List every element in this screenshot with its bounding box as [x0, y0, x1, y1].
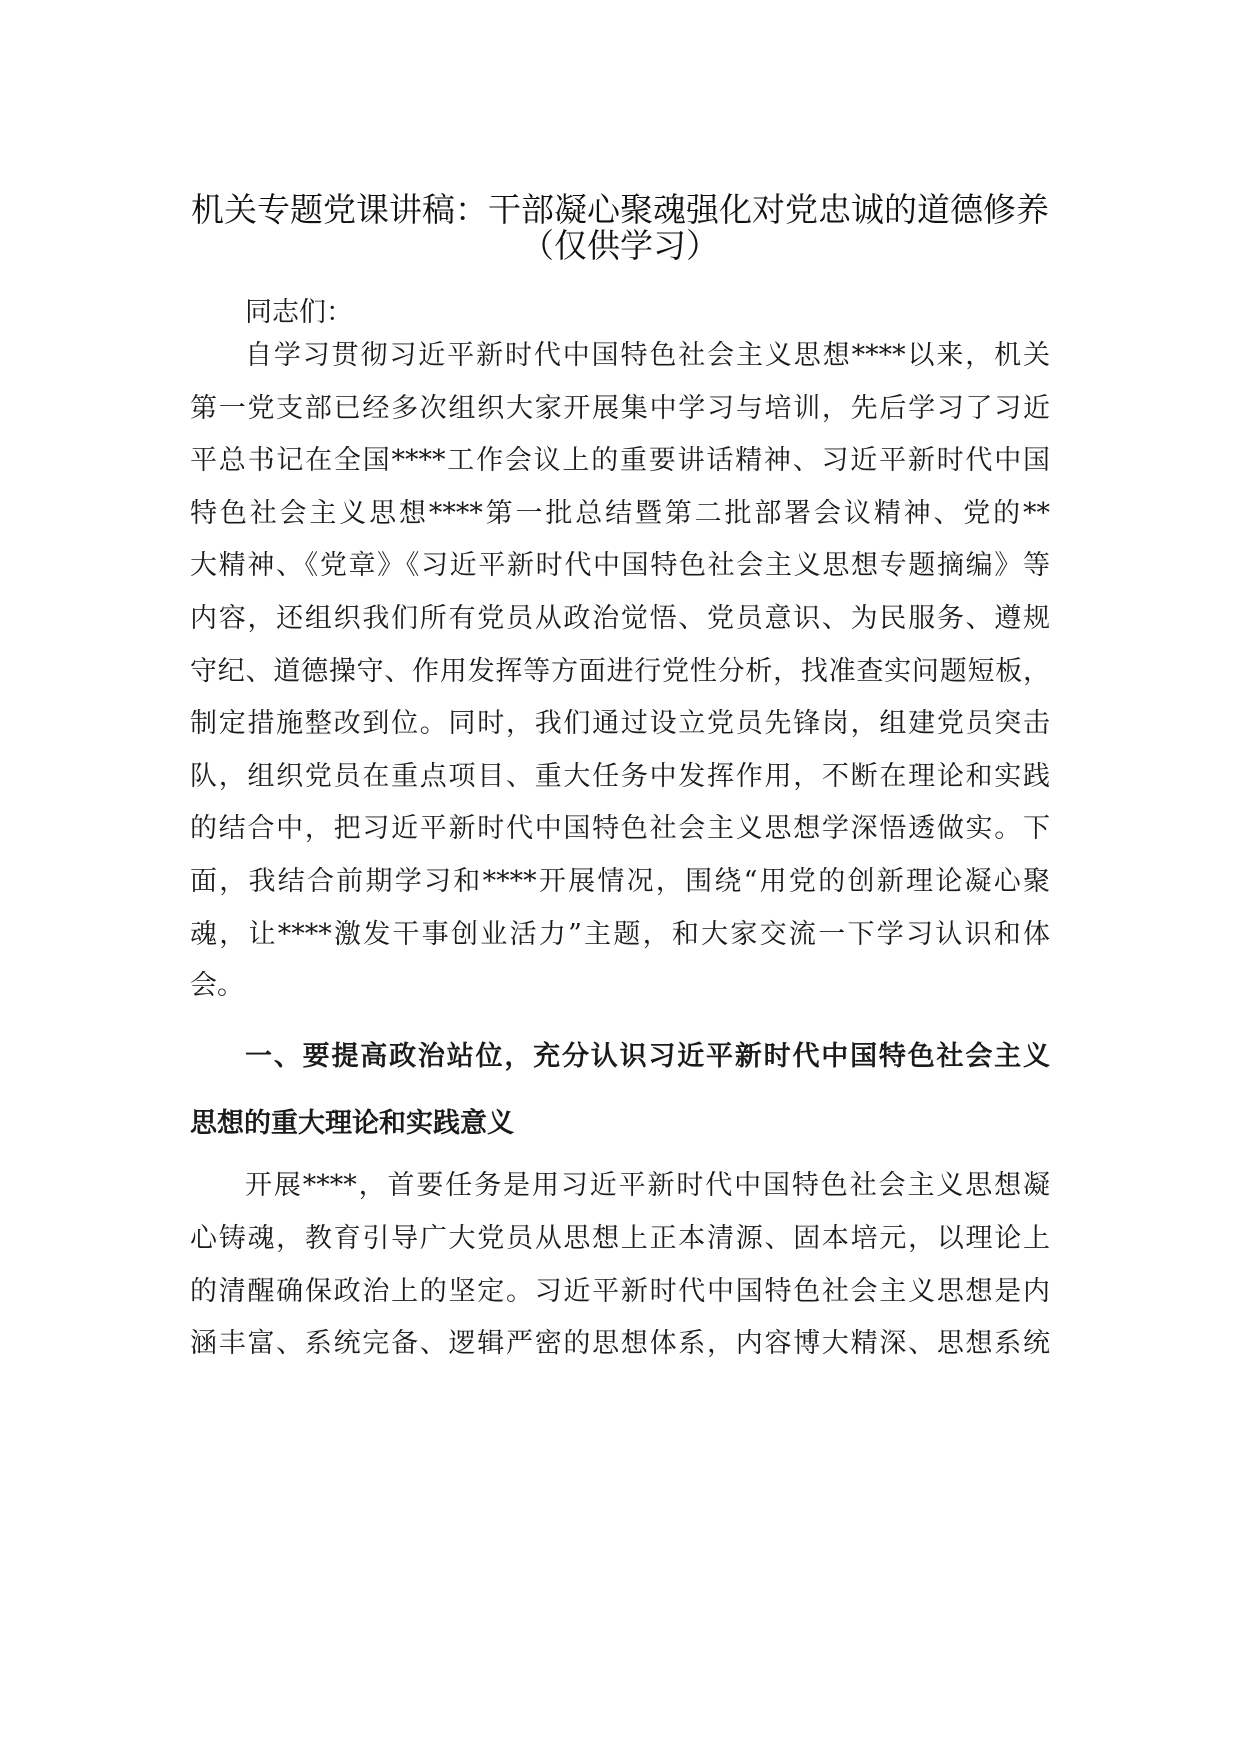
document-title: 机关专题党课讲稿：干部凝心聚魂强化对党忠诚的道德修养: [191, 190, 1049, 229]
section-heading-line: 一、要提高政治站位，充分认识习近平新时代中国特色社会主义: [245, 1041, 1050, 1072]
paragraph-line: 会。: [190, 970, 244, 1001]
paragraph-line: 制定措施整改到位。同时，我们通过设立党员先锋岗，组建党员突击: [190, 708, 1050, 739]
document-subtitle: （仅供学习）: [521, 226, 719, 265]
paragraph-line: 魂，让****激发干事创业活力”主题，和大家交流一下学习认识和体: [190, 919, 1050, 950]
paragraph-line: 平总书记在全国****工作会议上的重要讲话精神、习近平新时代中国: [190, 445, 1050, 476]
paragraph-line: 面，我结合前期学习和****开展情况，围绕“用党的创新理论凝心聚: [190, 866, 1050, 897]
paragraph-line: 的结合中，把习近平新时代中国特色社会主义思想学深悟透做实。下: [190, 813, 1050, 844]
paragraph-line: 特色社会主义思想****第一批总结暨第二批部署会议精神、党的**: [190, 498, 1050, 529]
paragraph-line: 开展****，首要任务是用习近平新时代中国特色社会主义思想凝: [245, 1170, 1050, 1201]
paragraph-line: 内容，还组织我们所有党员从政治觉悟、党员意识、为民服务、遵规: [190, 603, 1050, 634]
paragraph-line: 第一党支部已经多次组织大家开展集中学习与培训，先后学习了习近: [190, 393, 1050, 424]
paragraph-line: 涵丰富、系统完备、逻辑严密的思想体系，内容博大精深、思想系统: [190, 1328, 1050, 1359]
paragraph-line: 守纪、道德操守、作用发挥等方面进行党性分析，找准查实问题短板，: [190, 656, 1050, 687]
paragraph-line: 自学习贯彻习近平新时代中国特色社会主义思想****以来，机关: [245, 340, 1050, 371]
salutation: 同志们：: [245, 297, 353, 328]
paragraph-line: 队，组织党员在重点项目、重大任务中发挥作用，不断在理论和实践: [190, 761, 1050, 792]
paragraph-line: 心铸魂，教育引导广大党员从思想上正本清源、固本培元，以理论上: [190, 1223, 1050, 1254]
section-heading-line: 思想的重大理论和实践意义: [190, 1108, 514, 1139]
paragraph-line: 的清醒确保政治上的坚定。习近平新时代中国特色社会主义思想是内: [190, 1276, 1050, 1307]
paragraph-line: 大精神、《党章》《习近平新时代中国特色社会主义思想专题摘编》等: [190, 550, 1050, 581]
